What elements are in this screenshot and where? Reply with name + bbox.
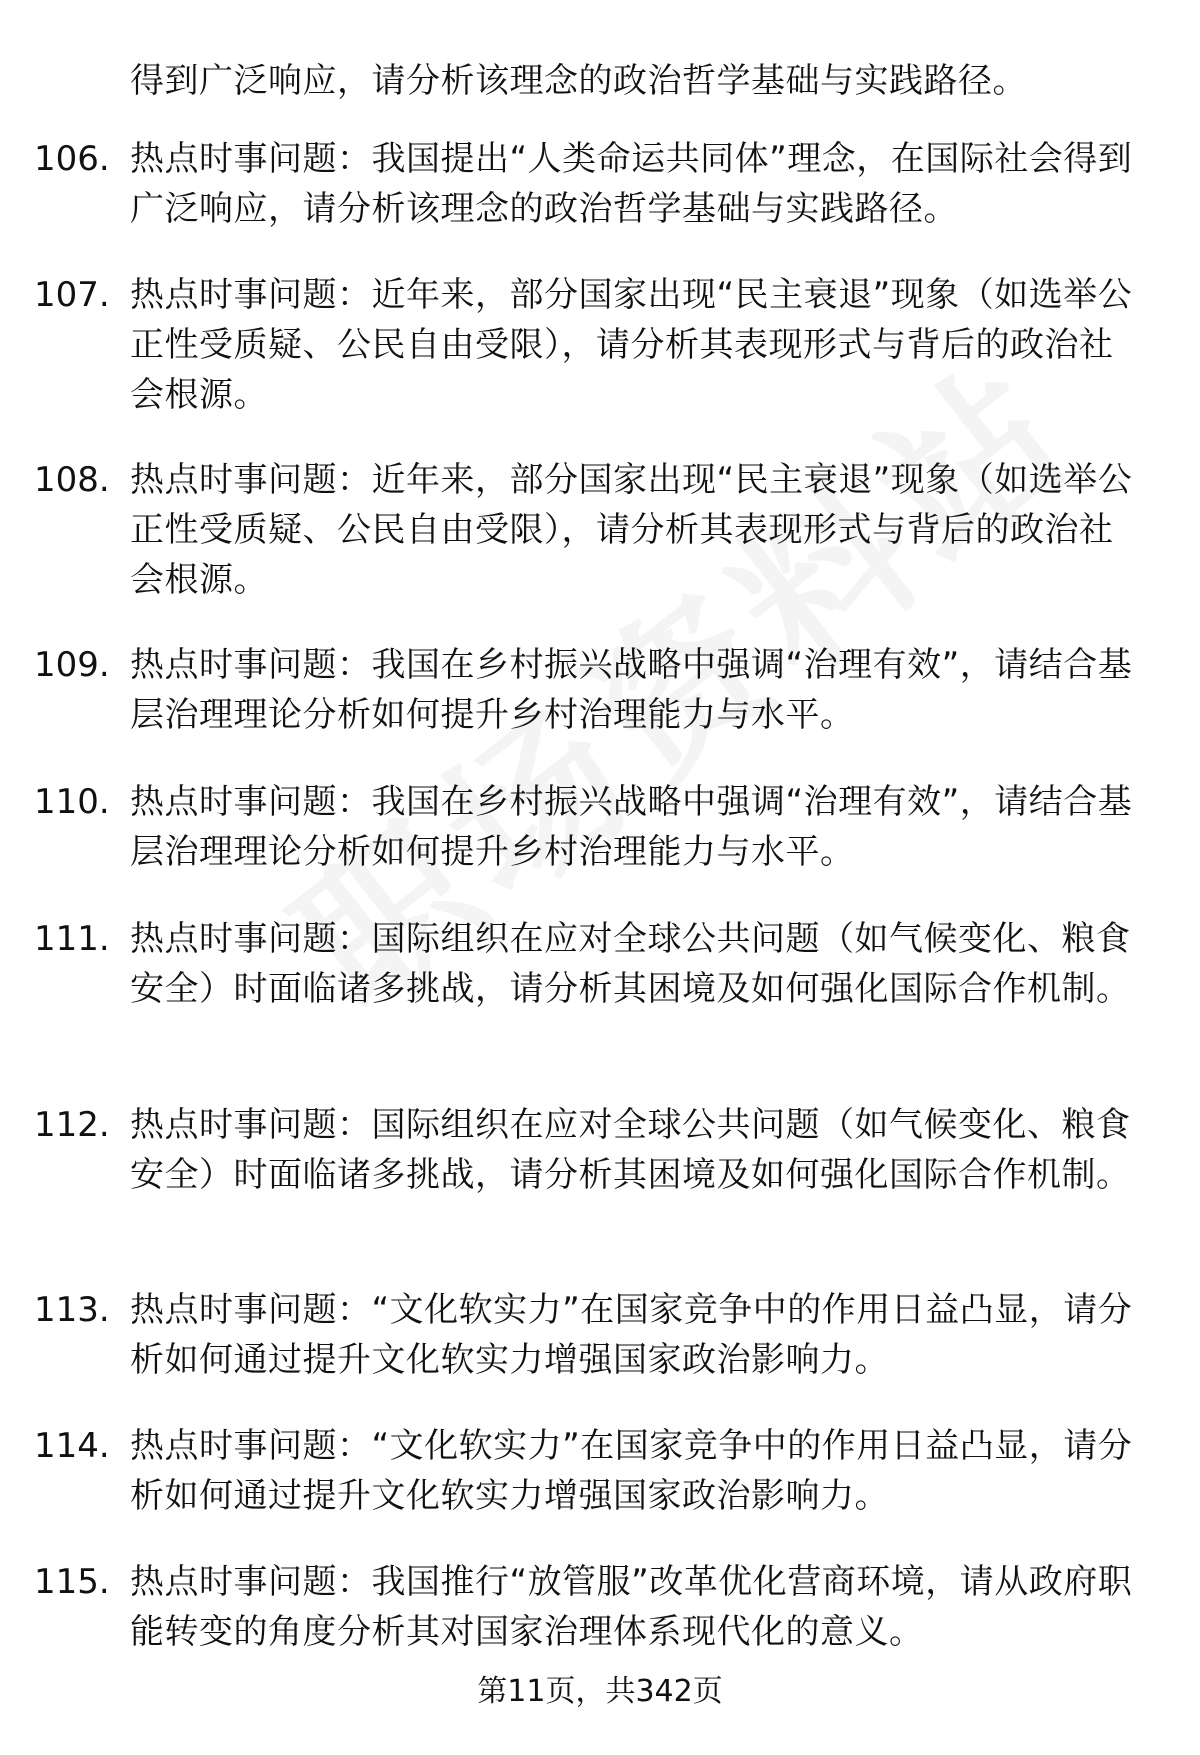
item-number: 108. — [34, 460, 110, 500]
item-number: 107. — [34, 275, 110, 315]
item-text: 热点时事问题：我国在乡村振兴战略中强调“治理有效”，请结合基层治理理论分析如何提升乡村治理能力与水平。 — [130, 782, 1133, 872]
item-number: 106. — [34, 139, 110, 179]
item-number: 114. — [34, 1426, 110, 1466]
continued-paragraph: 得到广泛响应，请分析该理念的政治哲学基础与实践路径。 — [130, 61, 1027, 101]
item-text: 热点时事问题：国际组织在应对全球公共问题（如气候变化、粮食安全）时面临诸多挑战，请分析其困境及如何强化国际合作机制。 — [130, 1105, 1131, 1195]
item-number: 112. — [34, 1105, 110, 1145]
item-text: 热点时事问题：国际组织在应对全球公共问题（如气候变化、粮食安全）时面临诸多挑战，请分析其困境及如何强化国际合作机制。 — [130, 919, 1131, 1009]
item-number: 111. — [34, 919, 110, 959]
item-text: 热点时事问题：“文化软实力”在国家竞争中的作用日益凸显，请分析如何通过提升文化软实力增强国家政治影响力。 — [130, 1426, 1133, 1516]
item-text: 热点时事问题：“文化软实力”在国家竞争中的作用日益凸显，请分析如何通过提升文化软实力增强国家政治影响力。 — [130, 1290, 1133, 1380]
item-number: 113. — [34, 1290, 110, 1330]
item-text: 热点时事问题：近年来，部分国家出现“民主衰退”现象（如选举公正性受质疑、公民自由受限），请分析其表现形式与背后的政治社会根源。 — [130, 275, 1133, 415]
item-number: 109. — [34, 645, 110, 685]
item-text: 热点时事问题：近年来，部分国家出现“民主衰退”现象（如选举公正性受质疑、公民自由受限），请分析其表现形式与背后的政治社会根源。 — [130, 460, 1133, 600]
item-number: 115. — [34, 1562, 110, 1602]
item-text: 热点时事问题：我国推行“放管服”改革优化营商环境，请从政府职能转变的角度分析其对国家治理体系现代化的意义。 — [130, 1562, 1133, 1652]
item-number: 110. — [34, 782, 110, 822]
item-text: 热点时事问题：我国在乡村振兴战略中强调“治理有效”，请结合基层治理理论分析如何提升乡村治理能力与水平。 — [130, 645, 1133, 735]
page-footer: 第11页，共342页 — [477, 1674, 723, 1709]
item-text: 热点时事问题：我国提出“人类命运共同体”理念，在国际社会得到广泛响应，请分析该理念的政治哲学基础与实践路径。 — [130, 139, 1133, 229]
